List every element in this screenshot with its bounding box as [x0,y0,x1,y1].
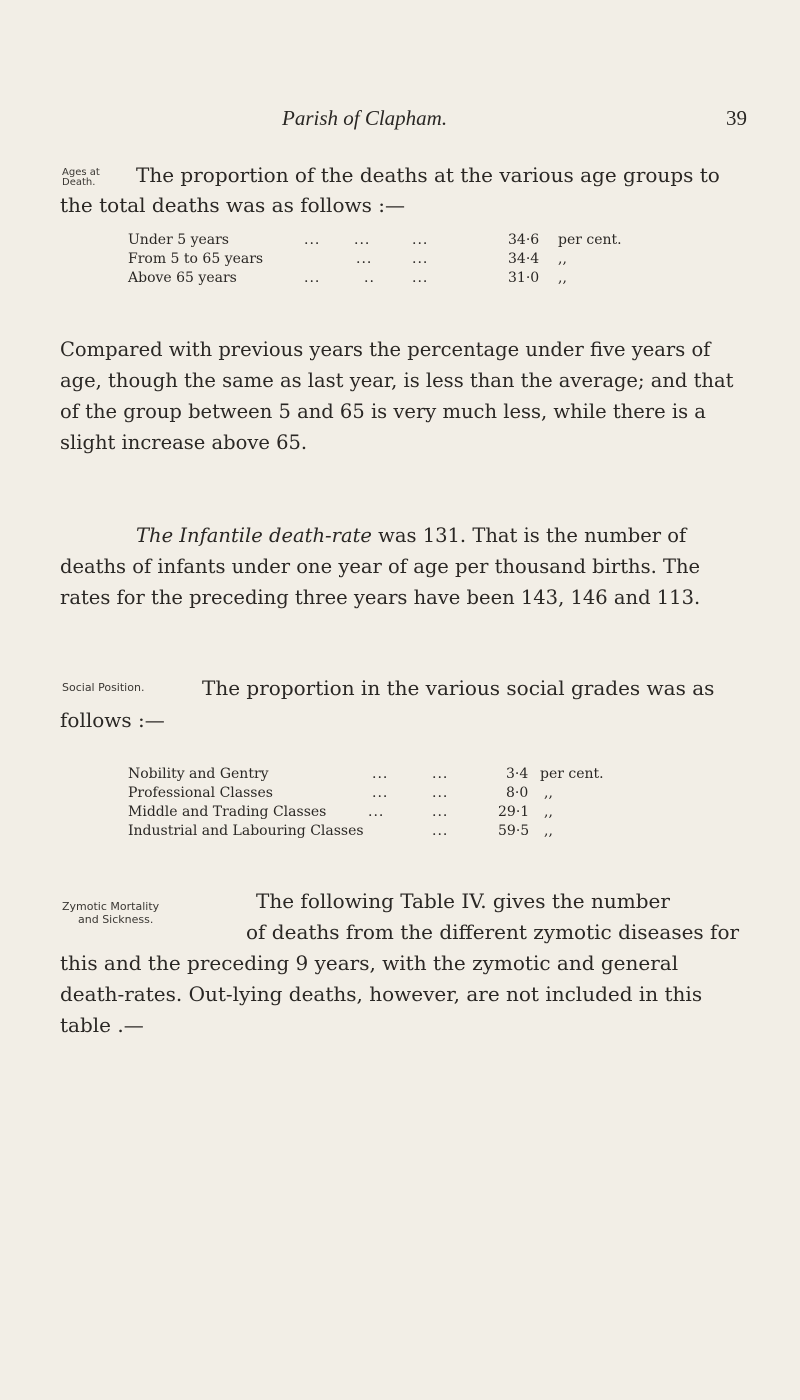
row-unit: ,, [544,804,553,820]
leader-dots: ... [372,766,389,782]
row-unit: ,, [544,823,553,839]
row-unit: ,, [558,251,567,267]
row-label: Professional Classes [128,785,273,801]
row-unit: per cent. [540,766,604,782]
leader-dots: ... [304,270,321,286]
infantile-paragraph [60,520,740,613]
row-unit: per cent. [558,232,622,248]
leader-dots: ... [372,785,389,801]
leader-dots: ... [354,232,371,248]
leader-dots: ... [356,251,373,267]
margin-note-line: Death. [62,177,96,188]
margin-note-line: Ages at [62,167,100,178]
row-label: Nobility and Gentry [128,766,269,782]
leader-dots: ... [304,232,321,248]
row-value: 34·6 [508,232,540,248]
leader-dots: ... [412,251,429,267]
social-intro-lead: The proportion in the various social grades [202,676,641,700]
row-value: 34·4 [508,251,540,267]
row-label: Industrial and Labouring Classes [128,823,364,839]
margin-note-line: Zymotic Mortality [62,900,160,913]
row-unit: ,, [558,270,567,286]
row-label: From 5 to 65 years [128,251,264,267]
row-value: 3·4 [506,766,529,782]
running-title: Parish of Clapham. [282,106,448,130]
table-row [128,785,728,804]
social-intro [60,672,740,736]
ages-table [128,232,728,289]
row-value: 29·1 [498,804,530,820]
zymotic-paragraph [60,886,740,1041]
leader-dots: ... [412,232,429,248]
leader-dots: ... [432,823,449,839]
zymotic-line-1: The following Table IV. gives the number [256,889,670,913]
table-row [128,232,728,251]
leader-dots: ... [432,785,449,801]
ages-intro-rest: groups to the total deaths was as follows :— [60,163,720,217]
table-row [128,823,728,842]
row-label: Middle and Trading Classes [128,804,327,820]
leader-dots: ... [432,804,449,820]
zymotic-rest: for this and the preceding 9 years, with the zymotic and general death-rates. Out-lying deaths, however, are not included in this table .— [60,920,740,1037]
page-number: 39 [726,106,747,130]
page-header [0,106,800,136]
leader-dots: ... [432,766,449,782]
leader-dots: ... [368,804,385,820]
ages-intro-lead: The proportion of the deaths at the various age [136,163,617,187]
social-intro-rest: was as follows :— [60,676,715,732]
row-value: 31·0 [508,270,540,286]
social-table [128,766,728,842]
row-label: Under 5 years [128,232,229,248]
row-value: 59·5 [498,823,530,839]
leader-dots: ... [412,270,429,286]
ages-intro [60,160,740,220]
row-label: Above 65 years [128,270,237,286]
row-value: 8·0 [506,785,529,801]
table-row [128,804,728,823]
zymotic-line-2: of deaths from the different zymotic diseases [246,920,704,944]
infantile-italic-lead: The Infantile death-rate [136,524,372,547]
margin-note-line: and Sickness. [78,913,154,926]
table-row [128,766,728,785]
table-row [128,270,728,289]
infantile-text: was 131. That is the number of deaths of infants under one year of age per thousand births. The rates for the preceding three years have been 143, 146 and 113. [60,524,701,609]
margin-note-line: Social Position. [62,681,145,694]
leader-dots: .. [364,270,375,286]
row-unit: ,, [544,785,553,801]
ages-comparison: Compared with previous years the percentage under five years of age, though the same as last year, is less than the average; and that of the group between 5 and 65 is very much less, while there is a slight increase above 65. [60,338,734,454]
table-row [128,251,728,270]
